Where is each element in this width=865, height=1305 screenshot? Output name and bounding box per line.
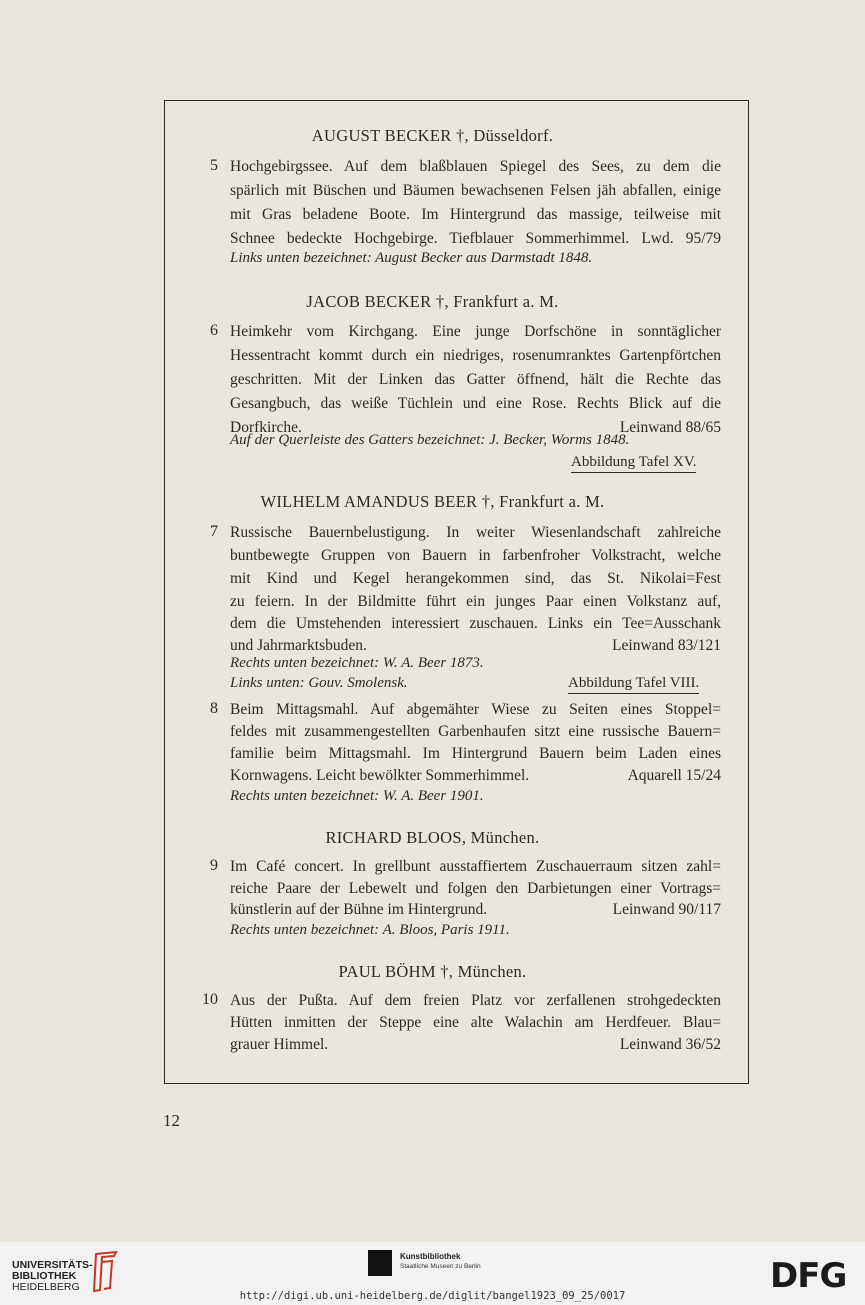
entry-line: Hochgebirgssee. Auf dem blaßblauen Spiegel des Sees, zu dem die: [230, 158, 721, 175]
entry-line: reiche Paare der Lebewelt und folgen den Darbietungen einer Vortrags=: [230, 880, 721, 897]
entry-line: Hessentracht kommt durch ein niedriges, rosenumranktes Gartenpförtchen: [230, 347, 721, 364]
plate-reference: Abbildung Tafel XV.: [571, 454, 696, 473]
entry-line-text: und Jahrmarktsbuden.: [230, 637, 367, 654]
artist-heading: AUGUST BECKER †, Düsseldorf.: [311, 126, 554, 145]
viewer-footer: [0, 1242, 865, 1305]
kb-name: Kunstbibliothek: [400, 1252, 461, 1261]
entry-number: 8: [210, 700, 218, 717]
entry-line: [230, 900, 721, 922]
university-mark-icon: [88, 1250, 120, 1294]
artist-heading: JACOB BECKER †, Frankfurt a. M.: [306, 292, 559, 311]
entry-line: Heimkehr vom Kirchgang. Eine junge Dorfschöne in sonntäglicher: [230, 323, 721, 340]
university-library-logo[interactable]: [12, 1260, 93, 1293]
artist-heading: WILHELM AMANDUS BEER †, Frankfurt a. M.: [260, 492, 605, 511]
entry-line: feldes mit zusammengestellten Garbenhaufen sitzt eine russische Bauern=: [230, 723, 721, 740]
uni-logo-line: UNIVERSITÄTS-: [12, 1259, 93, 1271]
entry-line: Im Café concert. In grellbunt ausstaffiertem Zuschauerraum sitzen zahl=: [230, 858, 721, 875]
entry-line: spärlich mit Büschen und Bäumen bewachsenen Felsen jäh abfallen, einige: [230, 182, 721, 199]
kunstbibliothek-icon: [368, 1250, 392, 1276]
inscription: Rechts unten bezeichnet: A. Bloos, Paris 1911.: [230, 922, 510, 938]
entry-number: 9: [210, 857, 218, 874]
entry-line: geschritten. Mit der Linken das Gatter öffnend, hält die Rechte das: [230, 371, 721, 388]
entry-line: buntbewegte Gruppen von Bauern in farbenfroher Volkstracht, welche: [230, 547, 721, 564]
entry-line: Gesangbuch, das weiße Tüchlein und eine Rose. Rechts Blick auf die: [230, 395, 721, 412]
uni-logo-line: HEIDELBERG: [12, 1281, 80, 1293]
kb-subtitle: Staatliche Museen zu Berlin: [400, 1263, 481, 1270]
entry-line: Hütten inmitten der Steppe eine alte Walachin am Herdfeuer. Blau=: [230, 1014, 721, 1031]
entry-line-text: Dorfkirche.: [230, 419, 302, 436]
dfg-logo[interactable]: DFG: [770, 1256, 847, 1296]
medium: Leinwand 90/117: [612, 901, 721, 918]
entry-number: 6: [210, 322, 218, 339]
medium: Aquarell 15/24: [627, 767, 721, 784]
entry-number: 10: [202, 991, 218, 1008]
entry-line: zu feiern. In der Bildmitte führt ein junges Paar einen Volkstanz auf,: [230, 593, 721, 610]
inscription: Links unten bezeichnet: August Becker aus Darmstadt 1848.: [230, 250, 593, 266]
inscription: Links unten: Gouv. Smolensk.: [230, 675, 408, 691]
page-number: 12: [163, 1111, 180, 1130]
page-url[interactable]: http://digi.ub.uni-heidelberg.de/diglit/bangel1923_09_25/0017: [239, 1290, 626, 1302]
inscription: Auf der Querleiste des Gatters bezeichnet: J. Becker, Worms 1848.: [230, 432, 630, 448]
entry-line-text: künstlerin auf der Bühne im Hintergrund.: [230, 901, 488, 918]
entry-line: familie beim Mittagsmahl. Im Hintergrund Bauern beim Laden eines: [230, 745, 721, 762]
uni-logo-line: BIBLIOTHEK: [12, 1270, 77, 1282]
medium: Leinwand 83/121: [612, 637, 721, 654]
entry-line: Schnee bedeckte Hochgebirge. Tiefblauer Sommerhimmel. Lwd. 95/79: [230, 230, 721, 247]
entry-line: Beim Mittagsmahl. Auf abgemähter Wiese zu Seiten eines Stoppel=: [230, 701, 721, 718]
inscription: Rechts unten bezeichnet: W. A. Beer 1901.: [230, 788, 484, 804]
entry-line: [230, 766, 721, 788]
entry-line: mit Kind und Kegel herangekommen sind, das St. Nikolai=Fest: [230, 570, 721, 587]
medium: Leinwand 88/65: [619, 419, 721, 436]
entry-line: Aus der Pußta. Auf dem freien Platz vor zerfallenen strohgedeckten: [230, 992, 721, 1009]
inscription: Rechts unten bezeichnet: W. A. Beer 1873.: [230, 655, 484, 671]
medium: Leinwand 36/52: [619, 1036, 721, 1053]
plate-reference: Abbildung Tafel VIII.: [568, 675, 699, 694]
artist-heading: RICHARD BLOOS, München.: [325, 828, 540, 847]
entry-line: mit Gras beladene Boote. Im Hintergrund das massige, teilweise mit: [230, 206, 721, 223]
entry-line: dem die Umstehenden interessiert zuschauen. Links ein Tee=Ausschank: [230, 615, 721, 632]
entry-number: 7: [210, 523, 218, 540]
entry-line-text: grauer Himmel.: [230, 1036, 329, 1053]
entry-number: 5: [210, 157, 218, 174]
artist-heading: PAUL BÖHM †, München.: [338, 962, 527, 981]
entry-line: Russische Bauernbelustigung. In weiter Wiesenlandschaft zahlreiche: [230, 524, 721, 541]
entry-line: [230, 1035, 721, 1057]
entry-line-text: Kornwagens. Leicht bewölkter Sommerhimmel.: [230, 767, 530, 784]
